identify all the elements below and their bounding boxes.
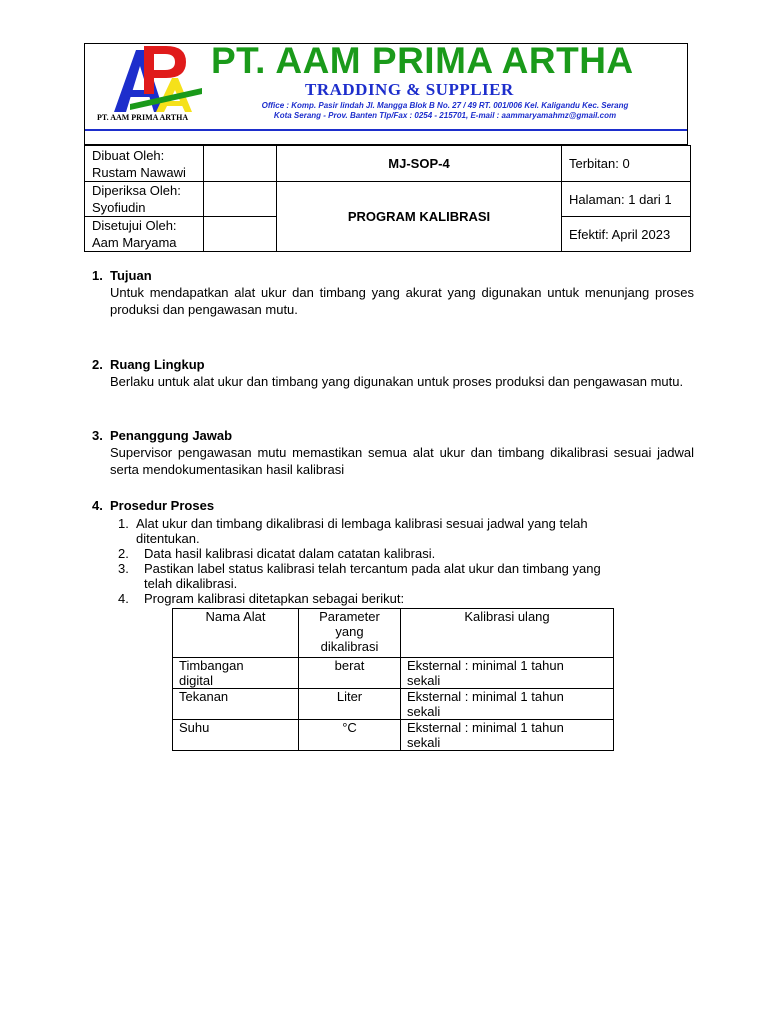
signature-cell — [204, 217, 277, 252]
section-penanggung-jawab — [92, 428, 694, 478]
step-number: 4. — [118, 591, 129, 606]
section-heading — [92, 357, 694, 373]
cell-recalibration — [401, 689, 614, 720]
section-title: Prosedur Proses — [110, 498, 215, 513]
checked-by-name: Syofiudin — [92, 200, 146, 215]
cell-line: sekali — [407, 735, 441, 750]
cell-parameter: Liter — [299, 689, 401, 720]
procedure-step — [118, 516, 658, 546]
procedure-step — [118, 591, 658, 606]
address-line-2: Kota Serang - Prov. Banten Tlp/Fax : 0254 - 215701, E-mail : aammaryamahmz@gmail.com — [273, 111, 617, 120]
company-logo — [110, 44, 210, 124]
section-tujuan — [92, 268, 694, 318]
procedure-step — [118, 561, 658, 591]
made-by-label: Dibuat Oleh: — [92, 147, 165, 163]
logo-caption: PT. AAM PRIMA ARTHA — [97, 113, 189, 122]
column-header-recalibration: Kalibrasi ulang — [401, 609, 614, 658]
signature-cell — [204, 182, 277, 217]
cell-line: sekali — [407, 704, 441, 719]
step-text: Program kalibrasi ditetapkan sebagai berikut: — [144, 591, 405, 606]
cell-recalibration — [401, 658, 614, 689]
section-body: Berlaku untuk alat ukur dan timbang yang digunakan untuk proses produksi dan pengawasan mutu. — [110, 374, 684, 389]
step-text: Pastikan label status kalibrasi telah tercantum pada alat ukur dan timbang yang — [144, 561, 601, 576]
meta-row — [85, 146, 691, 182]
step-text: Alat ukur dan timbang dikalibrasi di lembaga kalibrasi sesuai jadwal yang telah — [136, 516, 588, 531]
table-row — [173, 689, 614, 720]
cell-recalibration — [401, 720, 614, 751]
section-ruang-lingkup — [92, 357, 694, 390]
step-number: 3. — [118, 561, 129, 576]
section-heading — [92, 498, 694, 514]
header-line: yang — [335, 624, 364, 639]
company-subtitle: TRADDING & SUPPLIER — [305, 80, 514, 99]
effective-date: Efektif: April 2023 — [562, 217, 691, 252]
cell-tool — [173, 658, 299, 689]
section-heading — [92, 428, 694, 444]
checked-by-cell — [85, 182, 204, 217]
table-header-row — [173, 609, 614, 658]
page-info: Halaman: 1 dari 1 — [562, 182, 691, 217]
company-name: PT. AAM PRIMA ARTHA — [211, 40, 634, 81]
address-line-1: Office : Komp. Pasir lindah Jl. Mangga Blok B No. 27 / 49 RT. 001/006 Kel. Kaligandu Kec. Serang — [261, 101, 629, 110]
step-text: Data hasil kalibrasi dicatat dalam catatan kalibrasi. — [144, 546, 436, 561]
header-divider — [85, 129, 687, 131]
letterhead — [84, 40, 688, 145]
checked-by-label: Diperiksa Oleh: — [92, 183, 181, 198]
section-title: Ruang Lingkup — [110, 357, 205, 372]
approved-by-name: Aam Maryama — [92, 235, 177, 250]
table-row — [173, 658, 614, 689]
cell-line: sekali — [407, 673, 441, 688]
header-line: Parameter — [319, 609, 380, 624]
meta-row — [85, 182, 691, 217]
cell-line: Eksternal : minimal 1 tahun — [407, 658, 564, 673]
cell-line: digital — [179, 673, 213, 688]
section-heading — [92, 268, 694, 284]
section-number: 3. — [92, 428, 103, 443]
table-row — [173, 720, 614, 751]
made-by-name: Rustam Nawawi — [92, 164, 186, 180]
cell-tool: Tekanan — [173, 689, 299, 720]
step-text-continued: ditentukan. — [136, 531, 200, 546]
cell-parameter: °C — [299, 720, 401, 751]
section-number: 4. — [92, 498, 103, 513]
section-body: Untuk mendapatkan alat ukur dan timbang yang akurat yang digunakan untuk menunjang proses produksi dan pengawasan mutu. — [110, 285, 694, 317]
made-by-cell — [85, 146, 204, 182]
issue: Terbitan: 0 — [562, 146, 691, 182]
cell-line: Eksternal : minimal 1 tahun — [407, 720, 564, 735]
cell-parameter: berat — [299, 658, 401, 689]
company-address — [210, 101, 680, 121]
section-prosedur-proses — [92, 498, 694, 514]
approved-by-label: Disetujui Oleh: — [92, 218, 177, 233]
approved-by-cell — [85, 217, 204, 252]
section-number: 1. — [92, 268, 103, 283]
procedure-step — [118, 546, 658, 561]
column-header-tool: Nama Alat — [173, 609, 299, 658]
section-body: Supervisor pengawasan mutu memastikan semua alat ukur dan timbang dikalibrasi sesuai jadwal serta mendokumentasikan hasil kalibrasi — [110, 445, 694, 477]
section-title: Tujuan — [110, 268, 152, 283]
header-line: dikalibrasi — [320, 639, 379, 654]
doc-code: MJ-SOP-4 — [277, 146, 562, 182]
step-text-continued: telah dikalibrasi. — [144, 576, 238, 591]
cell-line: Eksternal : minimal 1 tahun — [407, 689, 564, 704]
step-number: 2. — [118, 546, 129, 561]
column-header-parameter — [299, 609, 401, 658]
signature-cell — [204, 146, 277, 182]
cell-line: Timbangan — [179, 658, 244, 673]
section-title: Penanggung Jawab — [110, 428, 233, 443]
step-number: 1. — [118, 516, 129, 531]
calibration-table — [172, 608, 614, 751]
section-number: 2. — [92, 357, 103, 372]
document-meta-table — [84, 145, 691, 252]
cell-tool: Suhu — [173, 720, 299, 751]
procedure-steps — [118, 516, 658, 606]
doc-title: PROGRAM KALIBRASI — [277, 182, 562, 252]
